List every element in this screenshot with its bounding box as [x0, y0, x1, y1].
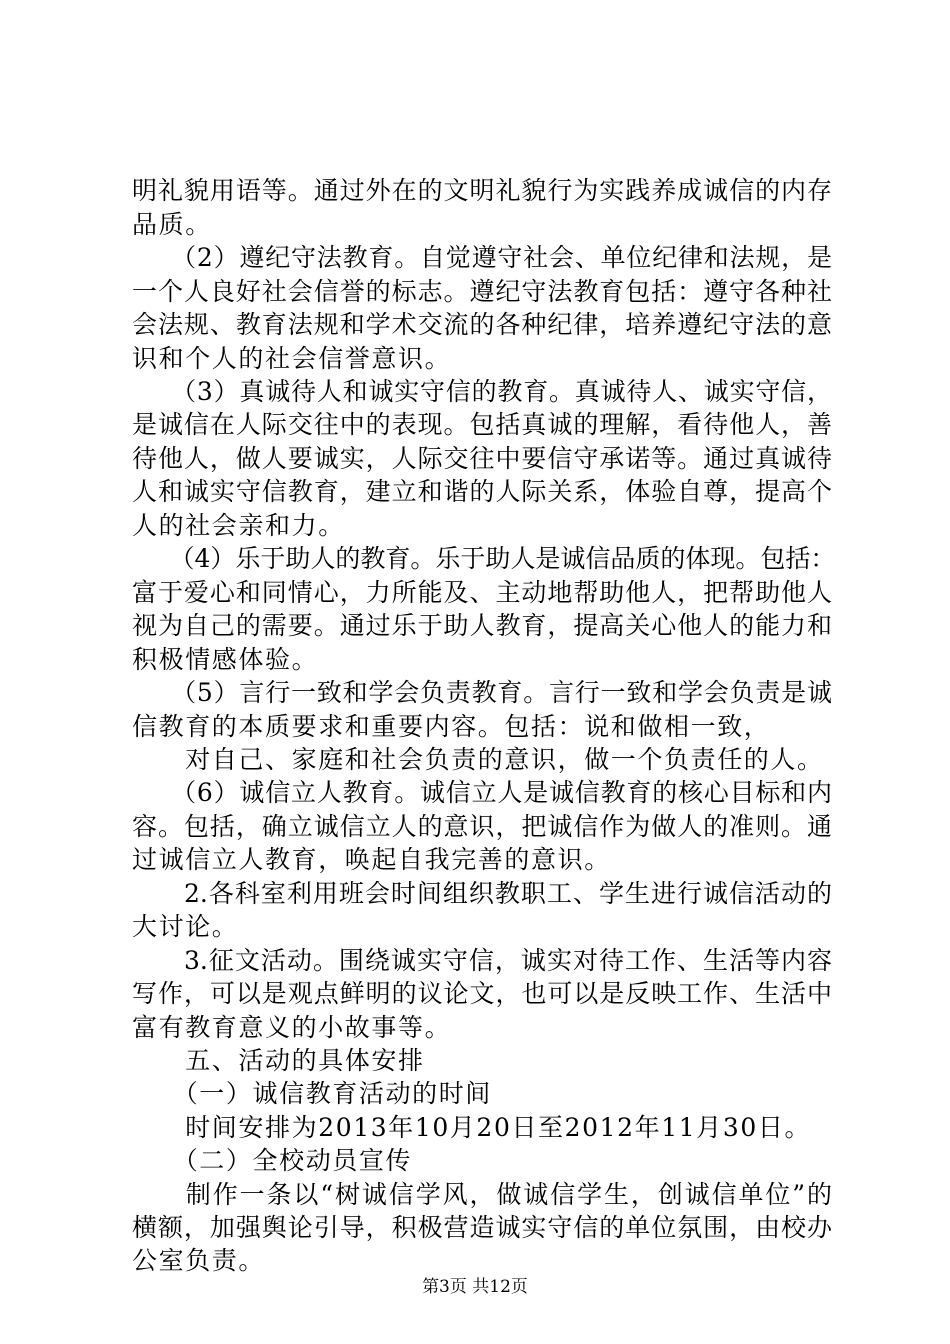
text-line: 过诚信立人教育，唤起自我完善的意识。 — [132, 845, 611, 874]
text-line: 识和个人的社会信誉意识。 — [132, 344, 452, 373]
text-line: 富于爱心和同情心，力所能及、主动地帮助他人，把帮助他人 — [132, 578, 832, 607]
text-line: 公室负责。 — [132, 1246, 266, 1275]
text-line: 写作，可以是观点鲜明的议论文，也可以是反映工作、生活中 — [132, 979, 832, 1008]
text-line: （5）言行一致和学会负责教育。言行一致和学会负责是诚 — [132, 678, 832, 707]
text-line: （4）乐于助人的教育。乐于助人是诚信品质的体现。包括： — [132, 544, 836, 573]
text-line: 容。包括，确立诚信立人的意识，把诚信作为做人的准则。通 — [132, 812, 832, 841]
text-line: 人和诚实守信教育，建立和谐的人际关系，体验自尊，提高个 — [132, 477, 832, 506]
text-line: 信教育的本质要求和重要内容。包括：说和做相一致， — [132, 712, 771, 741]
text-line: 一个人良好社会信誉的标志。遵纪守法教育包括：遵守各种社 — [132, 277, 832, 306]
text-line: 会法规、教育法规和学术交流的各种纪律，培养遵纪守法的意 — [132, 310, 832, 339]
text-line: 是诚信在人际交往中的表现。包括真诚的理解，看待他人，善 — [132, 410, 832, 439]
text-line: 视为自己的需要。通过乐于助人教育，提高关心他人的能力和 — [132, 611, 832, 640]
text-line: 时间安排为2013年10月20日至2012年11月30日。 — [132, 1113, 812, 1142]
text-line: 大讨论。 — [132, 912, 239, 941]
text-line: 品质。 — [132, 210, 212, 239]
page-footer: 第3页 共12页 — [422, 1277, 528, 1297]
text-line: （6）诚信立人教育。诚信立人是诚信教育的核心目标和内 — [132, 778, 832, 807]
subsection-heading: （二）全校动员宣传 — [132, 1146, 413, 1175]
text-line: 2.各科室利用班会时间组织教职工、学生进行诚信活动的 — [132, 879, 832, 908]
text-line: 明礼貌用语等。通过外在的文明礼貌行为实践养成诚信的内存 — [132, 176, 832, 205]
text-line: 制作一条以“树诚信学风，做诚信学生，创诚信单位”的 — [132, 1180, 832, 1209]
text-line: 人的社会亲和力。 — [132, 511, 345, 540]
text-line: （2）遵纪守法教育。自觉遵守社会、单位纪律和法规，是 — [132, 243, 832, 272]
text-line: 积极情感体验。 — [132, 645, 319, 674]
section-heading: 五、活动的具体安排 — [132, 1046, 425, 1075]
text-line: 富有教育意义的小故事等。 — [132, 1013, 452, 1042]
text-line: 横额，加强舆论引导，积极营造诚实守信的单位氛围，由校办 — [132, 1213, 832, 1242]
text-line: （3）真诚待人和诚实守信的教育。真诚待人、诚实守信， — [132, 377, 832, 406]
subsection-heading: （一）诚信教育活动的时间 — [132, 1079, 492, 1108]
text-line: 3.征文活动。围绕诚实守信，诚实对待工作、生活等内容 — [132, 946, 832, 975]
text-line: 待他人，做人要诚实，人际交往中要信守承诺等。通过真诚待 — [132, 444, 832, 473]
text-line: 对自己、家庭和社会负责的意识，做一个负责任的人。 — [132, 745, 824, 774]
